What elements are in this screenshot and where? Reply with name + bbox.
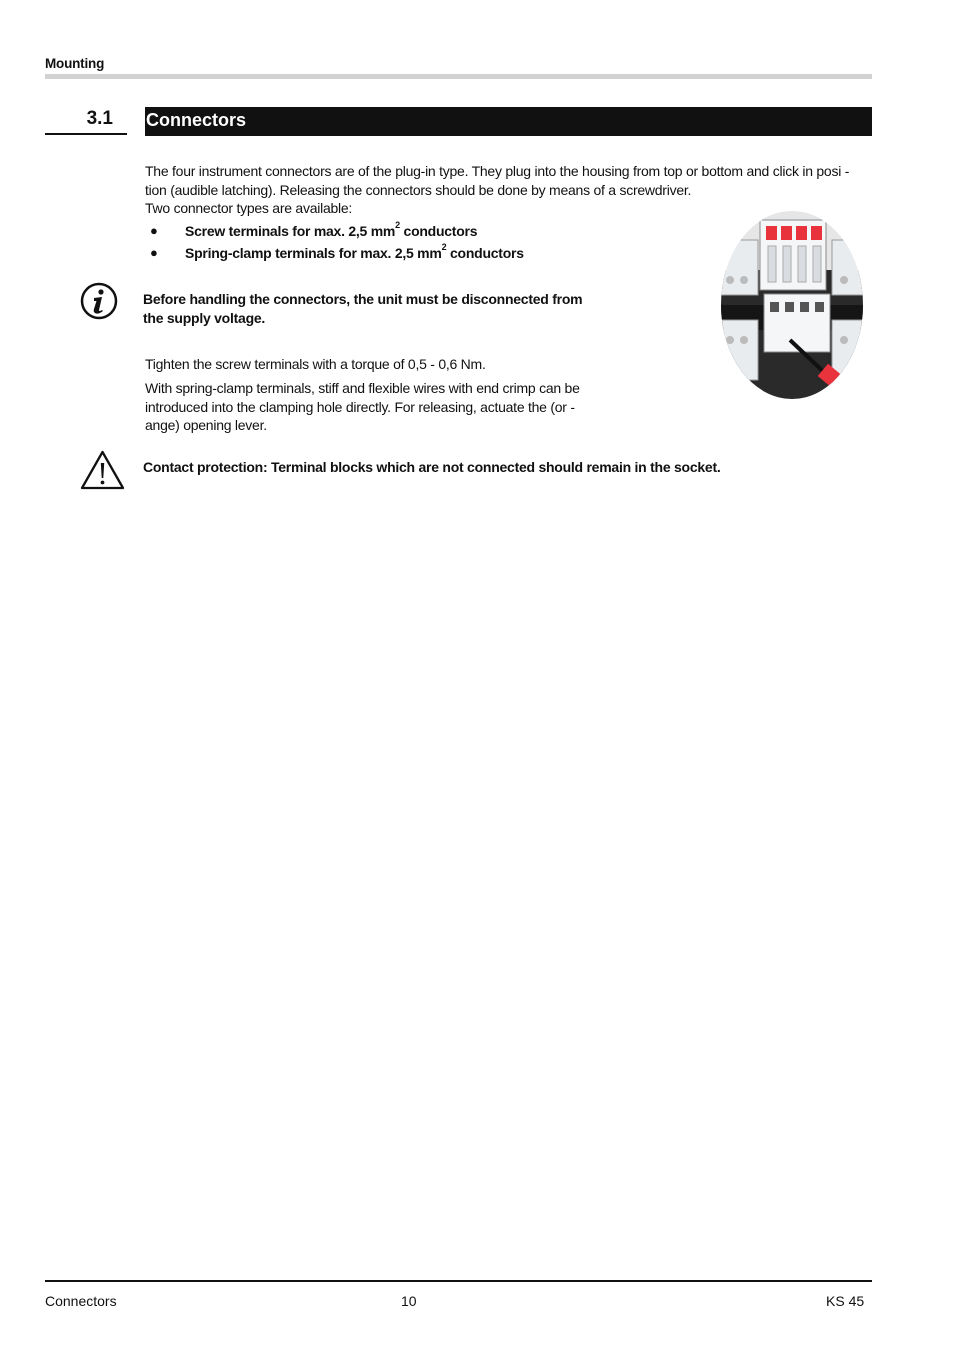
info-note-line: the supply voltage. <box>143 309 266 326</box>
spring-clamp-paragraph <box>145 379 665 435</box>
bullet-icon: ● <box>150 244 158 260</box>
footer-rule <box>45 1280 872 1282</box>
warning-note: Contact protection: Terminal blocks which are not connected should remain in the socket. <box>143 459 721 475</box>
list-item-text: Screw terminals for max. 2,5 $mm^2$ conductors <box>185 220 478 239</box>
bullet-icon: ● <box>150 223 158 238</box>
spring-clamp-line: ange) opening lever. <box>145 417 267 433</box>
spring-clamp-line: With spring-clamp terminals, stiff and flexible wires with end crimp can be <box>145 380 580 396</box>
list-item <box>0 222 705 241</box>
info-note-line: Before handling the connectors, the unit must be disconnected from <box>143 291 583 307</box>
connector-type-list <box>145 222 705 262</box>
page-number: 10 <box>401 1293 417 1309</box>
list-item-text: Spring-clamp terminals for max. 2,5 $mm^2$ conductors <box>185 241 524 261</box>
connector-photo <box>720 210 864 400</box>
info-icon <box>80 282 118 320</box>
torque-text: Tighten the screw terminals with a torque of 0,5 - 0,6 Nm. <box>145 356 486 372</box>
section-number-box <box>45 107 127 135</box>
info-note <box>143 290 663 327</box>
footer-product-name: KS 45 <box>826 1293 865 1309</box>
footer-section-name: Connectors <box>45 1293 117 1309</box>
list-item <box>0 241 705 263</box>
intro-line: tion (audible latching). Releasing the connectors should be done by means of a screwdriver. <box>145 181 692 198</box>
running-header: Mounting <box>45 56 105 71</box>
header-rule <box>45 74 872 79</box>
section-title: Connectors <box>146 110 247 130</box>
spring-clamp-line: introduced into the clamping hole directly. For releasing, actuate the (or - <box>145 398 575 415</box>
intro-line: Two connector types are available: <box>145 200 353 216</box>
warning-icon <box>80 450 125 490</box>
section-title-bar <box>145 107 872 136</box>
intro-line: The four instrument connectors are of the plug-in type. They plug into the housing from top or bottom and click in posi - <box>145 163 850 179</box>
section-number: 3.1 <box>86 108 113 129</box>
